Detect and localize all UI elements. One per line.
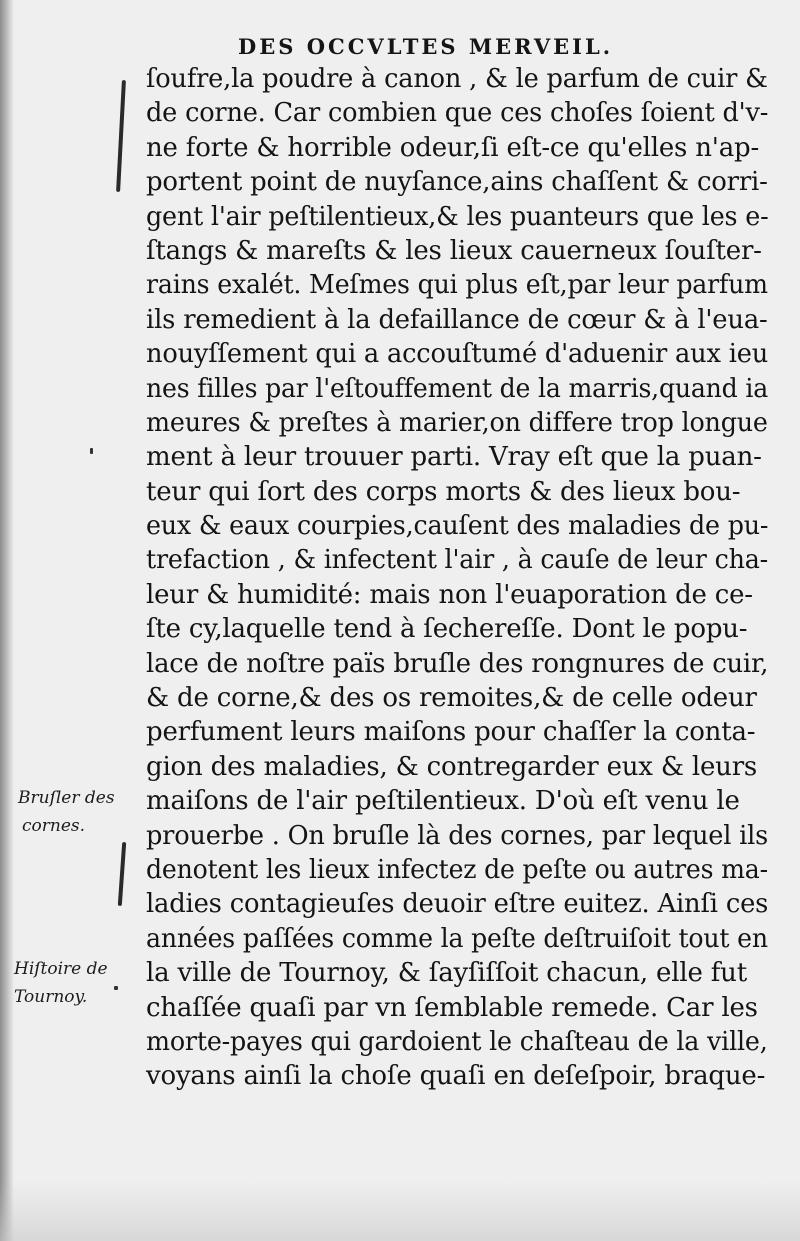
- text-line: nouyſſement qui a accouſtumé d'aduenir aux ieu: [146, 339, 769, 370]
- spine-shadow: [0, 0, 14, 1241]
- text-line: ſoufre,la poudre à canon , & le parfum de cuir &: [146, 64, 768, 94]
- margin-note: [18, 784, 115, 840]
- text-line: de corne. Car combien que ces choſes ſoient d'v-: [146, 98, 769, 129]
- text-line: denotent les lieux infectez de peſte ou autres ma-: [146, 854, 768, 885]
- text-line: morte-payes qui gardoient le chaſteau de la ville,: [146, 1026, 768, 1057]
- text-line: lace de noſtre païs bruſle des rongnures de cuir,: [146, 648, 769, 679]
- text-line: nes filles par l'eſtouffement de la marris,quand ia: [146, 373, 769, 404]
- body-text: [146, 62, 768, 1094]
- text-line: eux & eaux courpies,cauſent des maladies de pu-: [146, 511, 769, 542]
- text-line: voyans ainſi la choſe quaſi en deſeſpoir, braque-: [146, 1061, 766, 1092]
- margin-note-line: Hiſtoire de: [14, 959, 108, 979]
- text-line: trefaction , & infectent l'air , à cauſe de leur cha-: [146, 545, 769, 576]
- text-line: ne forte & horrible odeur,ſi eſt-ce qu'elles n'ap-: [146, 132, 760, 163]
- text-line: maiſons de l'air peſtilentieux. D'où eſt venu le: [146, 786, 740, 817]
- text-line: leur & humidité: mais non l'euaporation de ce-: [146, 579, 753, 610]
- text-line: gent l'air peſtilentieux,& les puanteurs que les e-: [146, 201, 769, 232]
- text-line: & de corne,& des os remoites,& de celle odeur: [146, 683, 757, 714]
- text-line: années paſſées comme la peſte deſtruiſoit tout en: [146, 923, 768, 954]
- text-line: ils remedient à la defaillance de cœur & à l'eua-: [146, 304, 768, 335]
- margin-bracket-mark: [118, 842, 126, 906]
- page-shade: [0, 1181, 800, 1241]
- margin-note-line: Tournoy.: [14, 987, 88, 1007]
- ink-speck: [114, 986, 118, 990]
- margin-note: [14, 955, 108, 1011]
- text-line: rains exalét. Meſmes qui plus eſt,par leur parfum: [146, 270, 768, 301]
- text-line: perfument leurs maiſons pour chaſſer la conta-: [146, 717, 756, 748]
- text-line: portent point de nuyſance,ains chaſſent & corri-: [146, 167, 768, 198]
- margin-note-line: cornes.: [22, 816, 86, 836]
- ink-speck: [90, 448, 93, 454]
- text-line: ladies contagieuſes deuoir eſtre euitez. Ainſi ces: [146, 889, 769, 920]
- text-line: la ville de Tournoy, & ſayſiſſoit chacun, elle fut: [146, 958, 747, 989]
- margin-note-line: Bruſler des: [18, 788, 115, 808]
- text-line: ſtangs & mareſts & les lieux cauerneux ſouſter-: [146, 235, 762, 266]
- text-line: ment à leur trouuer parti. Vray eſt que la puan-: [146, 442, 762, 473]
- text-line: prouerbe . On bruſle là des cornes, par lequel ils: [146, 820, 769, 851]
- text-line: meures & preſtes à marier,on differe trop longue: [146, 407, 768, 438]
- text-line: chaſſée quaſi par vn ſemblable remede. Car les: [146, 992, 758, 1023]
- margin-bracket-mark: [116, 80, 126, 192]
- text-line: teur qui ſort des corps morts & des lieux bou-: [146, 476, 741, 507]
- running-head: DES OCCVLTES MERVEIL.: [238, 34, 614, 59]
- text-line: gion des maladies, & contregarder eux & leurs: [146, 751, 758, 782]
- text-line: ſte cy,laquelle tend à ſechereſſe. Dont le popu-: [146, 614, 748, 645]
